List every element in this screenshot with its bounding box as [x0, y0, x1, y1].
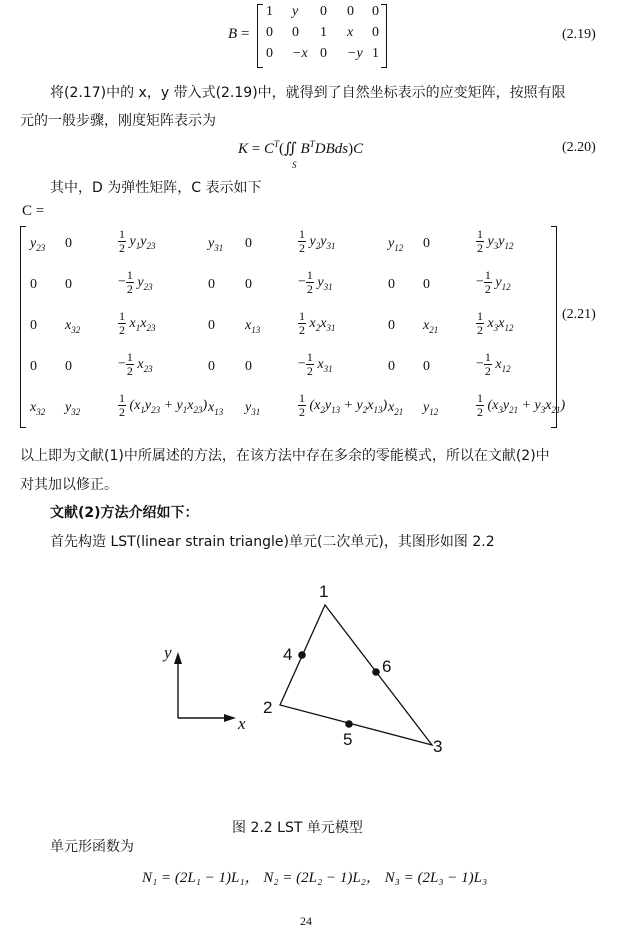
eq221-cell: 0	[208, 359, 215, 374]
node-5-dot	[345, 720, 353, 728]
figure-caption: 图 2.2 LST 单元模型	[232, 820, 363, 836]
eq221-cell: 0	[30, 359, 37, 374]
para3-line1: 以上即为文献(1)中所属述的方法，在该方法中存在多余的零能模式，所以在文献(2)中	[20, 448, 550, 464]
eq219-cell: 0	[372, 25, 379, 40]
eq221-cell: 0	[65, 277, 72, 292]
eq220-number: (2.20)	[562, 140, 596, 155]
eq219-number: (2.19)	[562, 27, 596, 42]
eq220-subscript-s: S	[292, 160, 297, 170]
one-half-fraction	[476, 392, 484, 419]
one-half-fraction	[298, 228, 306, 255]
section-heading: 文献(2)方法介绍如下：	[50, 505, 199, 521]
eq221-cell: $\frac{1}{2}$ $x_2x_{31}$	[299, 309, 336, 337]
eq221-number: (2.21)	[562, 307, 596, 322]
one-half-fraction	[484, 269, 492, 296]
one-half-denominator: 2	[484, 364, 491, 378]
one-half-fraction	[118, 228, 126, 255]
one-half-denominator: 2	[477, 241, 483, 255]
eq219-cell: 0	[320, 46, 327, 61]
eq221-cell: − $\frac{1}{2}$ $x_{23}$	[118, 350, 153, 378]
eq221-cell: $y_{32}$	[65, 400, 81, 417]
eq219-lhs: B =	[228, 26, 250, 42]
eq221-cell: 0	[30, 277, 37, 292]
para1-line1: 将(2.17)中的 x，y 带入式(2.19)中，就得到了自然坐标表示的应变矩阵，按照有限	[50, 85, 566, 101]
eq221-cell: $\frac{1}{2}$ $x_3x_{12}$	[477, 309, 514, 337]
y-axis-arrow	[174, 652, 182, 664]
eq221-cell: $x_{32}$	[65, 318, 81, 335]
eq219-cell: 0	[320, 4, 327, 19]
one-half-denominator: 2	[299, 241, 305, 255]
eq221-cell: $y_{12}$	[423, 400, 439, 417]
eq221-cell: 0	[208, 277, 215, 292]
one-half-denominator: 2	[126, 282, 133, 296]
eq219-cell: 0	[292, 25, 299, 40]
axis-y-label: y	[164, 643, 172, 662]
one-half-fraction	[484, 351, 492, 378]
node-label-1: 1	[319, 582, 329, 601]
eq221-cell: 0	[208, 318, 215, 333]
para1-line2: 元的一般步骤，刚度矩阵表示为	[20, 113, 216, 129]
para4: 首先构造 LST(linear strain triangle)单元(二次单元)，其图形如图 2.2	[50, 534, 495, 550]
eq221-cell: $x_{13}$	[245, 318, 261, 335]
eq221-cell: $\frac{1}{2}$ $x_1x_{23}$	[119, 309, 156, 337]
one-half-numerator: 1	[484, 350, 491, 364]
eq221-cell: 0	[65, 359, 72, 374]
shape-function-equation: N₁ = (2L₁ − 1)L₁， N₂ = (2L₂ − 1)L₂， N₃ = (2L₃ − 1)L₃	[142, 870, 488, 886]
one-half-denominator: 2	[119, 323, 125, 337]
eq219-cell: 1	[266, 4, 273, 19]
one-half-numerator: 1	[477, 227, 483, 241]
eq219-cell: 0	[372, 4, 379, 19]
one-half-denominator: 2	[477, 323, 483, 337]
one-half-fraction	[126, 351, 134, 378]
eq221-cell: 0	[65, 236, 72, 251]
one-half-numerator: 1	[126, 268, 133, 282]
eq219-cell: 0	[347, 4, 354, 19]
eq221-cell: $y_{23}$	[30, 236, 46, 253]
node-6-dot	[372, 668, 380, 676]
eq221-cell: 0	[245, 359, 252, 374]
eq219-cell: 0	[266, 25, 273, 40]
one-half-numerator: 1	[299, 391, 305, 405]
eq221-cell: 0	[423, 236, 430, 251]
one-half-fraction	[476, 228, 484, 255]
one-half-numerator: 1	[299, 227, 305, 241]
eq221-cell: 0	[423, 359, 430, 374]
eq219-left-bracket	[257, 4, 263, 68]
eq219-cell: 1	[372, 46, 379, 61]
one-half-denominator: 2	[299, 323, 305, 337]
eq221-cell: $x_{21}$	[423, 318, 439, 335]
eq221-left-bracket	[20, 226, 26, 428]
eq221-cell: $\frac{1}{2}$ $(x_3y_{21} + y_3x_{21})$	[477, 391, 566, 419]
page-number: 24	[300, 914, 312, 928]
eq219-cell: x	[347, 25, 354, 40]
eq219-cell: −y	[347, 46, 363, 61]
eq221-cell: − $\frac{1}{2}$ $y_{23}$	[118, 268, 153, 296]
one-half-numerator: 1	[484, 268, 491, 282]
eq219-cell: 0	[266, 46, 273, 61]
one-half-denominator: 2	[484, 282, 491, 296]
lst-triangle	[280, 605, 432, 745]
eq221-cell: 0	[245, 277, 252, 292]
one-half-fraction	[298, 392, 306, 419]
para2: 其中，D 为弹性矩阵，C 表示如下	[50, 180, 262, 196]
eq221-cell: $\frac{1}{2}$ $(x_1y_{23} + y_1x_{23})$	[119, 391, 208, 419]
node-label-5: 5	[343, 730, 353, 749]
one-half-fraction	[476, 310, 484, 337]
one-half-fraction	[306, 269, 314, 296]
para3-line2: 对其加以修正。	[20, 477, 118, 493]
one-half-numerator: 1	[119, 309, 125, 323]
eq221-cell: 0	[388, 318, 395, 333]
node-label-4: 4	[283, 645, 293, 664]
x-axis-arrow	[224, 714, 236, 722]
one-half-numerator: 1	[119, 227, 125, 241]
eq221-cell: $\frac{1}{2}$ $y_1y_{23}$	[119, 227, 156, 255]
eq219-cell: y	[292, 4, 299, 19]
one-half-denominator: 2	[119, 405, 125, 419]
one-half-denominator: 2	[299, 405, 305, 419]
one-half-fraction	[118, 310, 126, 337]
eq219-cell: 1	[320, 25, 327, 40]
eq221-cell: $\frac{1}{2}$ $y_2y_{31}$	[299, 227, 336, 255]
eq221-cell: − $\frac{1}{2}$ $x_{12}$	[476, 350, 511, 378]
one-half-numerator: 1	[119, 391, 125, 405]
node-label-3: 3	[433, 737, 443, 756]
one-half-numerator: 1	[306, 350, 313, 364]
node-label-6: 6	[382, 657, 392, 676]
one-half-numerator: 1	[477, 391, 483, 405]
one-half-numerator: 1	[126, 350, 133, 364]
one-half-numerator: 1	[477, 309, 483, 323]
one-half-fraction	[298, 310, 306, 337]
eq221-cell: − $\frac{1}{2}$ $x_{31}$	[298, 350, 333, 378]
eq221-cell: $x_{21}$	[388, 400, 404, 417]
eq221-cell: $x_{32}$	[30, 400, 46, 417]
node-label-2: 2	[263, 698, 273, 717]
eq221-cell: $y_{31}$	[208, 236, 224, 253]
one-half-denominator: 2	[306, 364, 313, 378]
one-half-fraction	[126, 269, 134, 296]
eq220-formula: $K = C^T(∬$ $B^TDBds)C$	[238, 139, 364, 157]
one-half-denominator: 2	[477, 405, 483, 419]
eq221-cell: $\frac{1}{2}$ $(x_2y_{13} + y_2x_{13})$	[299, 391, 388, 419]
eq221-cell: 0	[30, 318, 37, 333]
eq221-cell: $y_{31}$	[245, 400, 261, 417]
eq221-cell: − $\frac{1}{2}$ $y_{31}$	[298, 268, 333, 296]
one-half-numerator: 1	[306, 268, 313, 282]
eq219-right-bracket	[381, 4, 387, 68]
eq221-cell: 0	[423, 277, 430, 292]
eq221-cell: 0	[245, 236, 252, 251]
node-4-dot	[298, 651, 306, 659]
eq221-cell: $x_{13}$	[208, 400, 224, 417]
eq221-cell: $\frac{1}{2}$ $y_3y_{12}$	[477, 227, 514, 255]
one-half-denominator: 2	[306, 282, 313, 296]
one-half-fraction	[118, 392, 126, 419]
eq221-cell: 0	[388, 277, 395, 292]
eq221-cell: 0	[388, 359, 395, 374]
para5: 单元形函数为	[50, 839, 134, 855]
axis-x-label: x	[238, 714, 246, 733]
one-half-denominator: 2	[119, 241, 125, 255]
one-half-denominator: 2	[126, 364, 133, 378]
eq221-cell: − $\frac{1}{2}$ $y_{12}$	[476, 268, 511, 296]
eq221-cell: $y_{12}$	[388, 236, 404, 253]
eq219-cell: −x	[292, 46, 308, 61]
one-half-numerator: 1	[299, 309, 305, 323]
one-half-fraction	[306, 351, 314, 378]
c-label: C =	[22, 203, 45, 219]
